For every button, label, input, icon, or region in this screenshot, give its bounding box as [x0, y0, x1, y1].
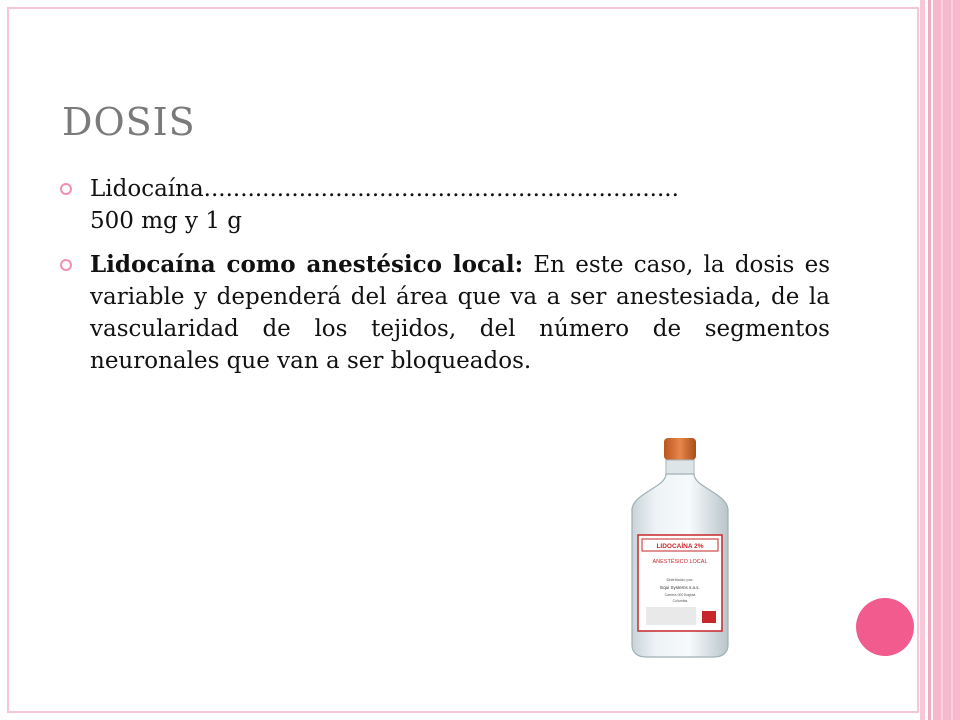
lidocaine-bottle-image [620, 435, 740, 660]
bullet-item-local-anesthetic [60, 249, 830, 377]
label-addr2: Colombia [672, 599, 688, 603]
label-sub: ANESTÉSICO LOCAL [652, 559, 708, 565]
dose-line: Lidocaína................................................................. [90, 176, 679, 202]
bullet-circle-icon [60, 183, 72, 195]
decorative-pink-circle [856, 598, 914, 656]
anesthetic-lead: Lidocaína como anestésico local: [90, 251, 524, 278]
dose-value: 500 mg y 1 g [90, 208, 243, 234]
bullet-list [60, 173, 830, 389]
bottle-cap [664, 438, 696, 460]
anesthetic-text: En este caso, la dosis es variable y dependerá del área que va a ser anestesiada, de la vascularidad de los tejidos, del número de segmentos neuronales que van a ser bloqueados. [90, 252, 831, 374]
label-company: Equi Systems s.a.s. [660, 585, 700, 590]
anesthetic-paragraph [90, 249, 830, 377]
label-dist: Distribuido por: [666, 577, 694, 582]
bullet-circle-icon [60, 259, 72, 271]
label-main: LIDOCAÍNA 2% [656, 543, 704, 550]
bullet-item-dose [60, 173, 830, 237]
decorative-stripes [920, 0, 960, 720]
label-addr1: Carrera 000 Bogotá [664, 593, 696, 597]
slide-title: DOSIS [62, 100, 196, 144]
